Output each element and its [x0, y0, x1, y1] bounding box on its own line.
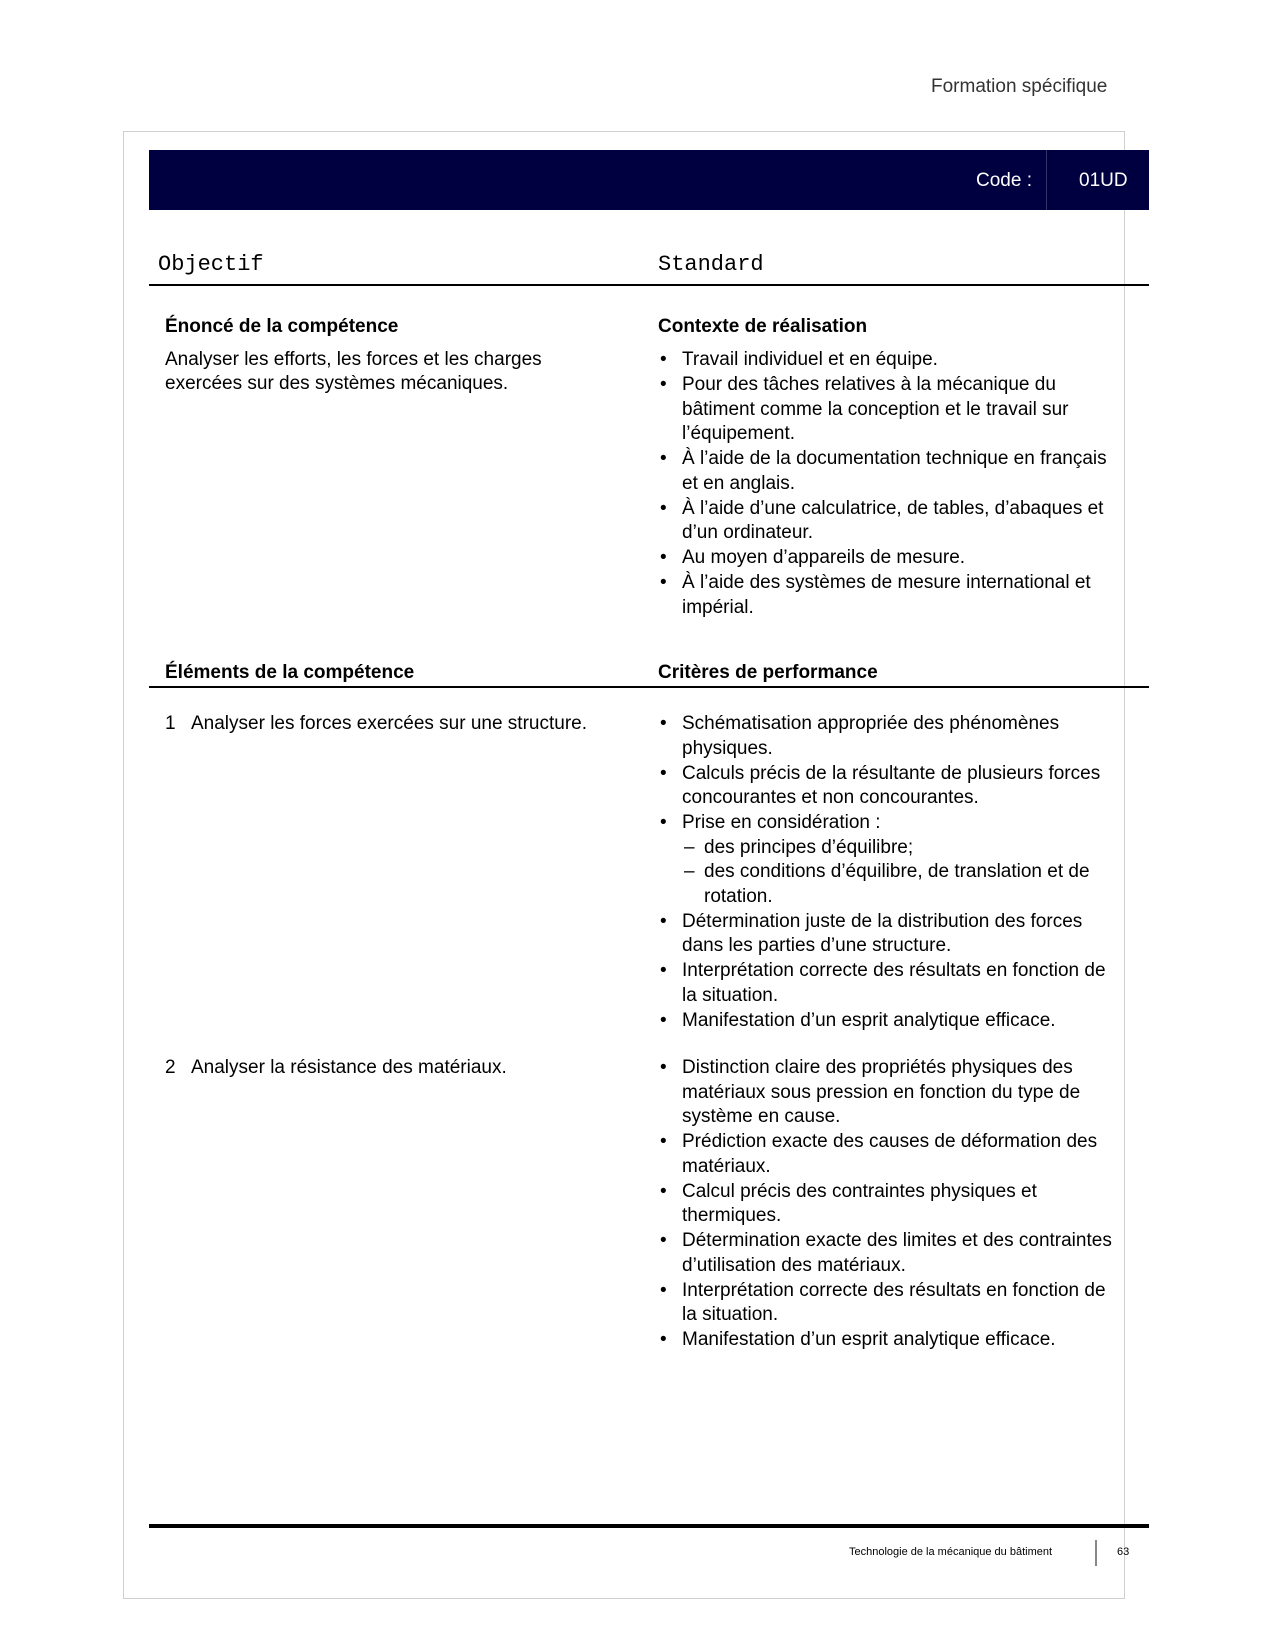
code-label: Code : [976, 170, 1032, 191]
criteria-item [658, 811, 1120, 909]
enonce-text [165, 348, 645, 396]
banner-separator [1046, 150, 1047, 210]
bullet-icon: • [660, 349, 667, 370]
bullet-icon: • [660, 713, 667, 734]
criteria-text: Calcul précis des contraintes physiques et thermiques. [682, 1180, 1037, 1226]
footer-text: Technologie de la mécanique du bâtiment [849, 1546, 1053, 1558]
criteria-item [658, 910, 1120, 959]
contexte-item [658, 497, 1120, 546]
bullet-icon: • [660, 1131, 667, 1152]
criteria-item [658, 959, 1120, 1008]
bullet-icon: • [660, 960, 667, 981]
criteria-item [658, 1279, 1120, 1328]
criteria-text: Prise en considération : [682, 812, 881, 833]
criteres-heading: Critères de performance [658, 662, 878, 683]
document-header-title: Formation spécifique [931, 76, 1108, 97]
criteria-item [658, 1180, 1120, 1229]
bullet-icon: • [660, 1230, 667, 1251]
criteria-text: Au moyen d’appareils de mesure. [682, 547, 966, 568]
sub-list [682, 836, 1120, 910]
element-number: 2 [165, 1057, 176, 1078]
criteria-item [658, 762, 1120, 811]
element-text: Analyser la résistance des matériaux. [191, 1057, 507, 1078]
bullet-icon: • [660, 374, 667, 395]
sub-item-text: des conditions d’équilibre, de translation et de rotation. [704, 861, 1090, 907]
bullet-icon: • [660, 1279, 667, 1301]
element-item-2 [165, 1056, 645, 1080]
criteria-text: Interprétation correcte des résultats en fonction de la situation. [682, 1279, 1106, 1325]
footer-separator [1095, 1540, 1097, 1566]
sub-item [682, 836, 1120, 861]
enonce-line: exercées sur des systèmes mécaniques. [165, 373, 509, 394]
contexte-item [658, 546, 1120, 571]
page-number: 63 [1117, 1546, 1130, 1558]
criteria-item [658, 1056, 1120, 1130]
bullet-icon: • [660, 1009, 667, 1031]
bullet-icon: • [660, 448, 667, 469]
bullet-icon: • [660, 812, 667, 833]
criteria-item [658, 1229, 1120, 1278]
criteria-text: Détermination juste de la distribution des forces dans les parties d’une structure. [682, 910, 1083, 956]
contexte-heading: Contexte de réalisation [658, 316, 868, 337]
bullet-icon: • [660, 910, 667, 932]
criteria-text: Distinction claire des propriétés physiques des matériaux sous pression en fonction du type de système en cause. [682, 1057, 1081, 1127]
contexte-item [658, 447, 1120, 496]
criteria-text: Détermination exacte des limites et des contraintes d’utilisation des matériaux. [682, 1230, 1112, 1276]
dash-icon: – [684, 861, 695, 882]
criteria-list-1 [658, 712, 1120, 1034]
criteria-text: Travail individuel et en équipe. [682, 349, 938, 370]
bullet-icon: • [660, 1180, 667, 1202]
standard-label: Standard [658, 252, 764, 277]
contexte-item [658, 373, 1120, 447]
element-text: Analyser les forces exercées sur une structure. [191, 713, 588, 734]
contexte-item [658, 348, 1120, 373]
criteria-text: Calculs précis de la résultante de plusieurs forces concourantes et non concourantes. [682, 762, 1101, 808]
criteria-text: Prédiction exacte des causes de déformation des matériaux. [682, 1131, 1098, 1177]
objectif-label: Objectif [158, 252, 264, 277]
contexte-list [658, 348, 1120, 621]
criteria-text: Manifestation d’un esprit analytique efficace. [682, 1329, 1056, 1350]
dash-icon: – [684, 836, 695, 858]
bullet-icon: • [660, 1329, 667, 1350]
criteria-item [658, 712, 1120, 761]
criteria-text: Schématisation appropriée des phénomènes physiques. [682, 713, 1060, 759]
criteria-text: À l’aide d’une calculatrice, de tables, d’abaques et d’un ordinateur. [682, 497, 1104, 543]
criteria-list-2 [658, 1056, 1120, 1353]
criteria-item [658, 1009, 1120, 1034]
enonce-heading: Énoncé de la compétence [165, 316, 399, 337]
criteria-text: À l’aide des systèmes de mesure international et impérial. [682, 572, 1091, 618]
code-value: 01UD [1079, 170, 1128, 191]
criteria-text: À l’aide de la documentation technique en français et en anglais. [682, 448, 1107, 494]
criteria-item [658, 1130, 1120, 1179]
elements-heading: Éléments de la compétence [165, 662, 415, 683]
criteria-item [658, 1328, 1120, 1353]
contexte-item [658, 571, 1120, 620]
sub-item-text: des principes d’équilibre; [704, 836, 914, 858]
section-divider [149, 284, 1149, 286]
enonce-line: Analyser les efforts, les forces et les charges [165, 349, 542, 370]
sub-item [682, 860, 1120, 909]
bullet-icon: • [660, 572, 667, 593]
element-item-1 [165, 712, 645, 736]
criteria-text: Manifestation d’un esprit analytique efficace. [682, 1009, 1056, 1031]
criteria-text: Pour des tâches relatives à la mécanique du bâtiment comme la conception et le travail sur l’équipement. [682, 374, 1069, 444]
criteria-text: Interprétation correcte des résultats en fonction de la situation. [682, 960, 1106, 1006]
bullet-icon: • [660, 1057, 667, 1078]
bullet-icon: • [660, 762, 667, 784]
footer-rule [149, 1524, 1149, 1528]
bullet-icon: • [660, 547, 667, 568]
bullet-icon: • [660, 497, 667, 519]
element-number: 1 [165, 713, 176, 734]
section-divider [149, 686, 1149, 688]
